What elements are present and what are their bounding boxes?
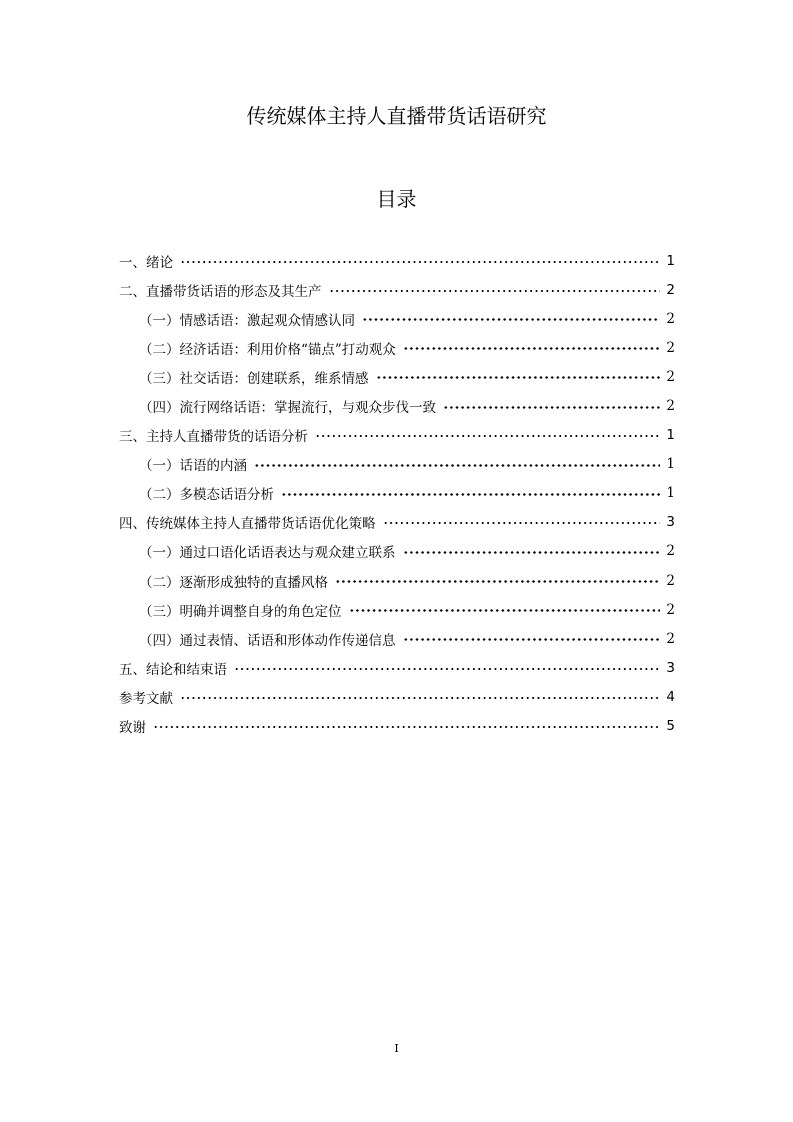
toc-entry-label: （一）通过口语化话语表达与观众建立联系 (139, 545, 396, 562)
toc-dot-leader (376, 376, 661, 379)
toc-entry[interactable] (119, 595, 675, 624)
toc-dot-leader (349, 609, 661, 612)
toc-entry[interactable] (119, 508, 675, 537)
toc-entry-page: 1 (666, 456, 675, 473)
toc-entry-label: 三、主持人直播带货的话语分析 (119, 429, 308, 446)
toc-entry-label: （一）话语的内涵 (139, 458, 247, 475)
toc-entry-page: 2 (666, 601, 675, 618)
toc-entry[interactable] (119, 653, 675, 682)
toc-entry-label: 一、绪论 (119, 254, 173, 271)
toc-entry[interactable] (119, 479, 675, 508)
toc-entry-page: 1 (666, 252, 675, 269)
toc-entry-label: （三）明确并调整自身的角色定位 (139, 603, 342, 620)
toc-entry-page: 2 (666, 543, 675, 560)
toc-dot-leader (254, 464, 660, 467)
toc-dot-leader (281, 493, 660, 496)
toc-dot-leader (403, 551, 661, 554)
toc-entry-label: （二）多模态话语分析 (139, 487, 274, 504)
toc-entry-label: （二）经济话语：利用价格“锚点”打动观众 (139, 341, 396, 358)
toc-dot-leader (443, 406, 660, 409)
toc-entry-label: 参考文献 (119, 690, 173, 707)
toc-entry[interactable] (119, 566, 675, 595)
toc-entry-page: 2 (666, 368, 675, 385)
toc-entry-page: 3 (666, 514, 675, 531)
toc-dot-leader (362, 318, 660, 321)
toc-entry-label: （三）社交话语：创建联系，维系情感 (139, 370, 369, 387)
toc-entry-page: 2 (666, 310, 675, 327)
toc-entry-page: 5 (666, 718, 675, 735)
toc-heading: 目录 (376, 187, 417, 211)
toc-entry-page: 2 (666, 398, 675, 415)
table-of-contents (119, 246, 675, 741)
toc-entry-page: 2 (666, 281, 675, 298)
toc-entry[interactable] (119, 391, 675, 420)
toc-entry-label: 致谢 (119, 720, 146, 737)
toc-entry-page: 1 (666, 427, 675, 444)
toc-entry[interactable] (119, 246, 675, 275)
toc-entry-label: 四、传统媒体主持人直播带货话语优化策略 (119, 516, 376, 533)
toc-dot-leader (383, 522, 661, 524)
page-number: I (394, 1042, 399, 1055)
toc-entry-page: 4 (666, 688, 675, 705)
toc-entry[interactable] (119, 624, 675, 653)
toc-entry[interactable] (119, 450, 675, 479)
toc-entry-page: 2 (666, 572, 675, 589)
toc-dot-leader (153, 726, 660, 728)
toc-dot-leader (403, 638, 661, 641)
toc-entry-label: （一）情感话语：激起观众情感认同 (139, 312, 355, 329)
toc-entry-label: 五、结论和结束语 (119, 661, 227, 678)
toc-entry[interactable] (119, 275, 675, 304)
toc-entry-page: 2 (666, 630, 675, 647)
toc-entry[interactable] (119, 537, 675, 566)
toc-dot-leader (180, 261, 660, 263)
toc-entry-label: 二、直播带货话语的形态及其生产 (119, 283, 322, 300)
toc-dot-leader (315, 435, 660, 437)
toc-entry[interactable] (119, 362, 675, 391)
toc-dot-leader (403, 347, 660, 350)
toc-dot-leader (234, 668, 660, 670)
toc-entry[interactable] (119, 682, 675, 711)
toc-entry[interactable] (119, 421, 675, 450)
toc-entry-page: 1 (666, 485, 675, 502)
toc-dot-leader (335, 580, 660, 583)
toc-entry[interactable] (119, 333, 675, 362)
toc-entry-label: （二）逐渐形成独特的直播风格 (139, 574, 328, 591)
toc-entry-label: （四）流行网络话语：掌握流行，与观众步伐一致 (139, 400, 436, 417)
toc-entry[interactable] (119, 304, 675, 333)
toc-entry-page: 2 (666, 339, 675, 356)
toc-dot-leader (180, 697, 660, 699)
toc-dot-leader (329, 290, 661, 292)
toc-entry-page: 3 (666, 659, 675, 676)
toc-entry-label: （四）通过表情、话语和形体动作传递信息 (139, 632, 396, 649)
document-title: 传统媒体主持人直播带货话语研究 (246, 104, 547, 128)
toc-entry[interactable] (119, 712, 675, 741)
